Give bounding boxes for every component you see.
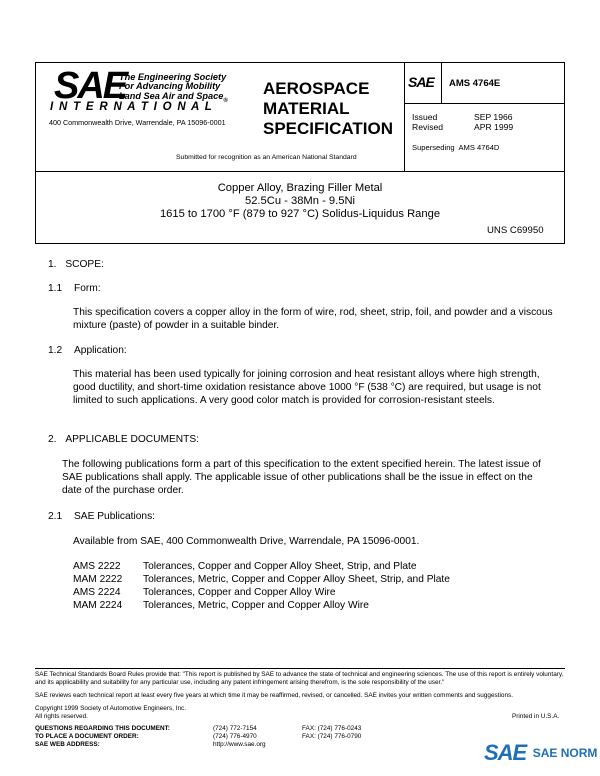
section-1-heading — [48, 258, 104, 271]
small-sae-logo: SAE — [408, 74, 434, 90]
doc-type-title — [263, 79, 393, 139]
uns-number: UNS C69950 — [487, 225, 544, 236]
section-2-text: The following publications form a part of this specification to the extent specified herein. The latest issue of SAE publications shall apply. The applicable issue of other publications shall be the issue in effect on the date of the purchase order. — [62, 459, 541, 496]
section-number: 1.1 — [48, 283, 63, 294]
section-title: APPLICABLE DOCUMENTS: — [65, 434, 199, 445]
international-label: I N T E R N A T I O N A L — [50, 101, 214, 113]
section-title: SAE Publications: — [74, 511, 155, 522]
footer-rights: All rights reserved. — [35, 713, 88, 720]
footer-web-label: SAE WEB ADDRESS: — [35, 741, 100, 748]
section-2-1-heading — [48, 510, 155, 523]
section-title: Form: — [74, 283, 101, 294]
footer-questions-phone: (724) 772-7154 — [213, 725, 257, 732]
publication-desc: Tolerances, Copper and Copper Alloy Sheet, Strip, and Plate — [143, 561, 417, 572]
superseding — [412, 143, 499, 152]
title-line-3: 1615 to 1700 °F (879 to 927 °C) Solidus-Liquidus Range — [159, 208, 441, 221]
publication-row — [73, 560, 450, 573]
society-line-1: The Engineering Society — [119, 72, 227, 82]
section-number: 1.2 — [48, 345, 63, 356]
section-2-1-text: Available from SAE, 400 Commonwealth Drive, Warrendale, PA 15096-0001. — [73, 536, 420, 547]
section-title: Application: — [74, 345, 127, 356]
title-line-1: Copper Alloy, Brazing Filler Metal — [217, 182, 383, 194]
submitted-note: Submitted for recognition as an American National Standard — [176, 154, 357, 161]
publication-code: AMS 2224 — [73, 587, 121, 598]
issued-label: Issued — [412, 112, 438, 122]
publication-row — [73, 599, 450, 612]
publication-desc: Tolerances, Metric, Copper and Copper Alloy Wire — [143, 600, 369, 611]
publication-row — [73, 586, 450, 599]
section-1-2-heading — [48, 344, 127, 357]
revised-date: APR 1999 — [474, 122, 514, 132]
superseding-value: AMS 4764D — [458, 143, 500, 152]
title-block — [35, 172, 565, 244]
registered-mark: ® — [223, 97, 228, 104]
publication-row — [73, 573, 450, 586]
publication-code: MAM 2224 — [73, 600, 123, 611]
publication-code: MAM 2222 — [73, 574, 123, 585]
section-1-1-heading — [48, 282, 101, 295]
publication-code: AMS 2222 — [73, 561, 121, 572]
publication-desc: Tolerances, Copper and Copper Alloy Wire — [143, 587, 336, 598]
publication-list — [73, 560, 450, 612]
footer-copyright: Copyright 1999 Society of Automotive Engineers, Inc. — [35, 705, 186, 712]
header-divider-horizontal — [404, 103, 565, 104]
section-1-2-text: This material has been used typically for joining corrosion and heat resistant alloys where high strength, good ductility, and short-time oxidation resistance above 1000 °F (538 °C) are required, but usage is not limited to such applications. A very good color match is provided for corrosion-resistant steels. — [73, 369, 541, 406]
section-number: 1. — [48, 259, 57, 270]
doc-type-line-2: MATERIAL — [263, 99, 350, 118]
sae-norm-watermark — [484, 740, 597, 770]
publication-desc: Tolerances, Metric, Copper and Copper Alloy Sheet, Strip, and Plate — [143, 574, 450, 585]
sae-logo: SAE — [54, 65, 127, 107]
section-1-1-text: This specification covers a copper alloy in the form of wire, rod, sheet, strip, foil, and powder and a viscous mixture (paste) of powder in a suitable binder. — [73, 307, 553, 331]
footer-questions-label: QUESTIONS REGARDING THIS DOCUMENT: — [35, 725, 170, 732]
section-title: SCOPE: — [65, 259, 104, 270]
section-number: 2.1 — [48, 511, 63, 522]
doc-type-line-3: SPECIFICATION — [263, 119, 394, 138]
watermark-text: SAE NORM — [532, 746, 598, 760]
watermark-logo: SAE — [484, 740, 527, 765]
society-line-2: For Advancing Mobility — [119, 81, 221, 92]
footer-questions-fax: FAX: (724) 776-0243 — [302, 725, 362, 732]
doc-type-line-1: AEROSPACE — [263, 79, 370, 98]
issued-date: SEP 1966 — [474, 112, 513, 122]
footer-order-label: TO PLACE A DOCUMENT ORDER: — [35, 733, 139, 740]
footer-printed: Printed in U.S.A. — [512, 713, 560, 720]
title-line-2: 52.5Cu - 38Mn - 9.5Ni — [244, 195, 356, 208]
revised-label: Revised — [412, 122, 444, 132]
doc-number: AMS 4764E — [449, 78, 501, 89]
footer-disclaimer: SAE Technical Standards Board Rules provide that: "This report is published by SAE to advance the state of technical and engineering sciences. The use of this report is entirely voluntary, and its applicability and suitability for any particular use, including any patent infringement arising therefrom, is the sole responsibility of the user." — [35, 671, 564, 686]
section-2-heading — [48, 433, 199, 446]
superseding-label: Superseding — [412, 143, 455, 152]
footer-review-note: SAE reviews each technical report at least every five years at which time it may be reaffirmed, revised, or cancelled. SAE invites your written comments and suggestions. — [35, 692, 513, 699]
section-number: 2. — [48, 434, 57, 445]
header-address: 400 Commonwealth Drive, Warrendale, PA 15096-0001 — [49, 118, 226, 127]
footer-rule — [35, 668, 565, 669]
society-line-3: Land Sea Air and Space$_®$ — [119, 90, 228, 104]
footer-web-url[interactable]: http://www.sae.org — [213, 741, 266, 748]
footer-order-fax: FAX: (724) 776-0790 — [302, 733, 362, 740]
header-divider-vertical — [404, 62, 405, 172]
header-divider-logo — [441, 62, 442, 103]
footer-order-phone: (724) 776-4970 — [213, 733, 257, 740]
